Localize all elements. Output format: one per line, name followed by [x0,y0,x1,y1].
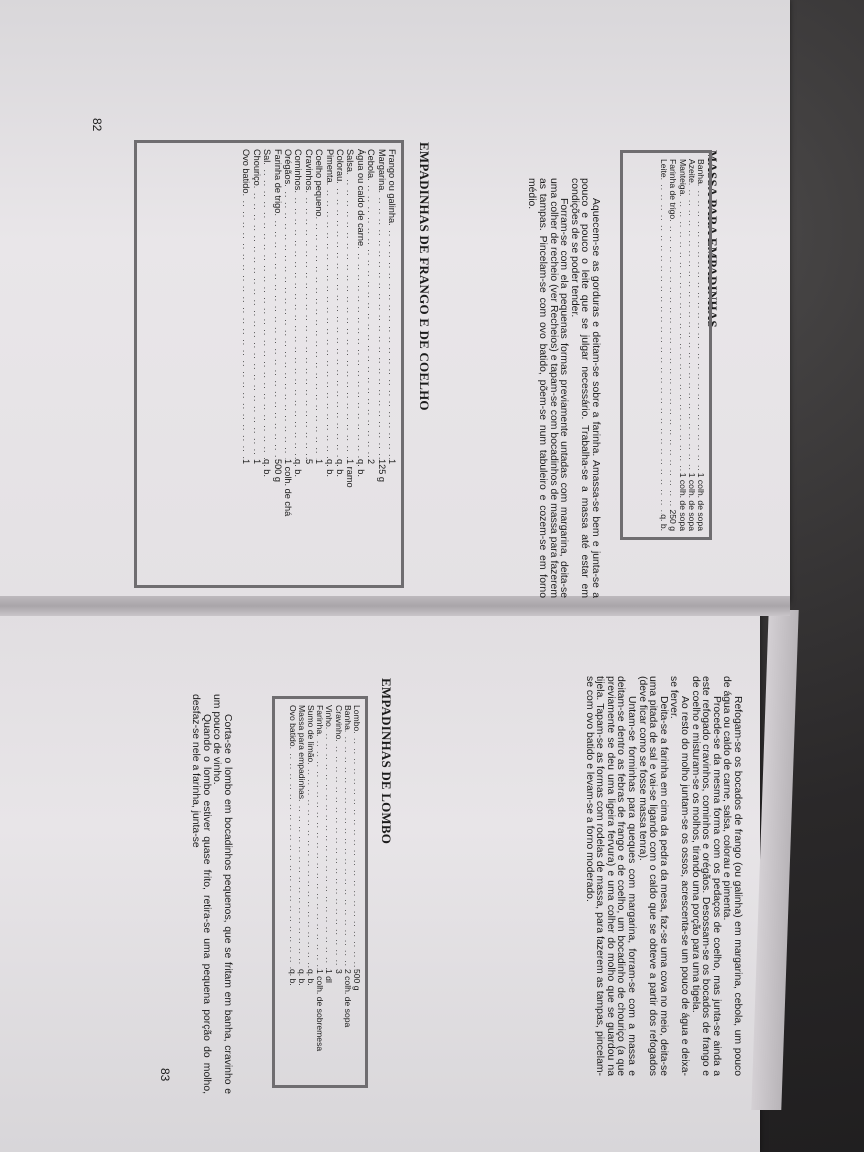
ingredient-row: Cravinho . .. 3 [333,705,342,1079]
ingredient-row: Orégãos . .. 1 colh. de chá [283,149,293,579]
ingredient-row: Sal . .. q. b. [262,149,272,579]
frango-title: EMPADINHAS DE FRANGO E DE COELHO [417,142,432,411]
paragraph: Procede-se da mesma forma com os pedaços de coelho, mas junta-se ainda a este refogado cravinhos, cominhos e orégãos. Desossam-se os bocados de frango e de coelho e misturam-se os molhos, tirando uma porção para uma tigela. [689,676,722,1076]
book-spine [0,596,790,616]
ingredient-row: Ovo batido . .. q. b. [287,705,296,1079]
ingredient-row: Sumo de limão . .. q. b. [306,705,315,1079]
frango-section [416,142,432,582]
ingredient-row: Leite . .. q. b. [659,159,668,531]
ingredient-row: Pimenta . .. q. b. [324,149,334,579]
massa-ingredients-box [620,150,712,540]
ingredient-row: Banha . .. 2 colh. de sopa [343,705,352,1079]
ingredient-row: Margarina . .. 125 g [376,149,386,579]
paragraph: Untam-se forminhas para queques com margarina, forram-se com a massa e deitam-se dentro as febras de frango e de coelho, um bocadinho de chouriço (a que previamente se deu uma ligeira fervura) e uma colher do molho que se guardou na tijela. Tapam-se as formas com rodelas de massa, para fazerem as tampas, pincelam-se com ovo batido e levam-se a forno moderado. [583,676,638,1076]
paragraph: Refogam-se os bocados de frango (ou galinha) em margarina, cebola, um pouco de água ou caldo de carne, salsa, colorau e pimenta. [721,676,743,1076]
ingredient-row: Cominhos . .. q. b. [293,149,303,579]
lombo-section [378,678,394,978]
ingredient-row: Coelho pequeno . .. 1 [314,149,324,579]
massa-body [526,178,600,598]
ingredient-row: Cebola . .. 2 [366,149,376,579]
ingredient-row: Colorau . .. q. b. [335,149,345,579]
lombo-method [190,694,232,1094]
ingredient-row: Farinha . .. 1 colh. de sobremesa [315,705,324,1079]
ingredient-row: Chouriço . .. 1 [251,149,261,579]
massa-title: MASSA PARA EMPADINHAS [705,150,720,328]
paragraph: Corta-se o lombo em bocadinhos pequenos, que se fritam em banha, cravinho e um pouco de vinho. [211,694,233,1094]
paragraph: Aquecem-se as gorduras e deitam-se sobre a farinha. Amassa-se bem e junta-se a pouco e pouco o leite que se julgar necessário. Trabalha-se a massa até estar em condições de se poder tender. [568,178,601,598]
ingredient-row: Lombo . .. 500 g [352,705,361,1079]
ingredient-row: Água ou caldo de carne . .. q. b. [355,149,365,579]
paragraph: Forram-se com ela pequenas formas previamente untadas com margarina, deita-se uma colher de recheio (ver Recheios) e tapam-se com bocadinhos de massa para fazerem as tampas. Pincelam-se com ovo batido, põem-se num tabuleiro e cozem-se em forno médio. [526,178,570,598]
page-number-left: 82 [90,118,104,132]
lombo-ingredients-box [272,696,368,1088]
ingredient-row: Farinha de trigo . .. 500 g [272,149,282,579]
ingredient-row: Vinho . .. 1 dl [324,705,333,1079]
frango-method [583,676,742,1076]
ingredient-row: Farinha de trigo . .. 250 g [668,159,677,531]
ingredient-row: Frango ou galinha . .. 1 [387,149,397,579]
ingredient-row: Ovo batido . .. 1 [241,149,251,579]
page-number-right: 83 [158,1068,172,1082]
ingredient-row: Cravinhos . .. 5 [303,149,313,579]
ingredient-row: Manteiga . .. 1 colh. de sopa [677,159,686,531]
lombo-title: EMPADINHAS DE LOMBO [379,678,394,845]
ingredient-row: Banha . .. 1 colh. de sopa [696,159,705,531]
paragraph: Ao resto do molho juntam-se os ossos, acrescenta-se um pouco de água e deixa-se ferver. [668,676,691,1076]
paragraph: Deita-se a farinha em cima da pedra da mesa, faz-se uma cova no meio, deita-se uma pitada de sal e vai-se ligando com o caldo que se obteve a partir dos refogados (deve ficar como se fosse massa tenra). [636,676,669,1076]
paragraph: Quando o lombo estiver quase frito, retira-se uma pequena porção do molho, desfaz-se nele a farinha, junta-se [190,694,212,1094]
ingredient-row: Salsa . .. 1 ramo [345,149,355,579]
ingredient-row: Massa para empadinhas . .. q. b. [297,705,306,1079]
frango-ingredients-box [134,140,404,588]
ingredient-row: Azeite . .. 1 colh. de sopa [687,159,696,531]
